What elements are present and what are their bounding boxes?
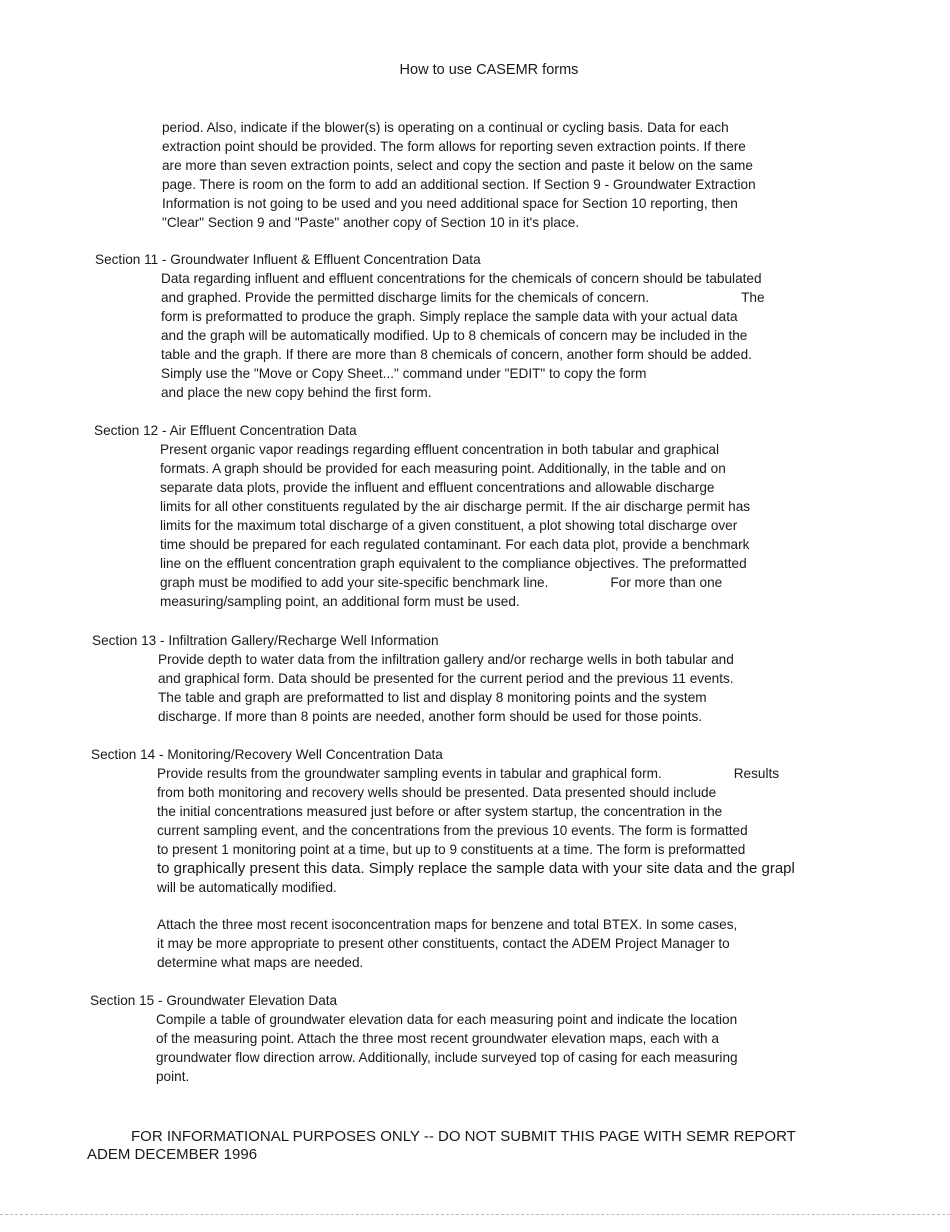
text-line: Data regarding influent and effluent concentrations for the chemicals of concern should be tabulated [161,271,762,286]
page-footer [87,1128,796,1164]
text-line: formats. A graph should be provided for each measuring point. Additionally, in the table and on [160,461,726,476]
text-line: point. [156,1069,190,1084]
text-line: measuring/sampling point, an additional form must be used. [160,594,520,609]
section-heading: Section 15 - Groundwater Elevation Data [90,993,338,1008]
section-heading: Section 13 - Infiltration Gallery/Recharge Well Information [92,633,439,648]
text-line: separate data plots, provide the influent and effluent concentrations and allowable discharge [160,480,715,495]
text-fragment: and graphed. Provide the permitted discharge limits for the chemicals of concern. [161,290,650,305]
text-line: to present 1 monitoring point at a time, but up to 9 constituents at a time. The form is preformatted [157,842,746,857]
text-line: extraction point should be provided. The form allows for reporting seven extraction points. If there [162,139,746,154]
section-14 [91,745,821,972]
text-line: Present organic vapor readings regarding effluent concentration in both tabular and graphical [160,442,719,457]
text-line: will be automatically modified. [157,880,337,895]
text-line [160,573,824,592]
text-line: time should be prepared for each regulated contaminant. For each data plot, provide a benchmark [160,537,750,552]
text-line: limits for the maximum total discharge of a given constituent, a plot showing total discharge over [160,518,738,533]
text-line: table and the graph. If there are more than 8 chemicals of concern, another form should be added. [161,347,752,362]
footer-notice: FOR INFORMATIONAL PURPOSES ONLY -- DO NOT SUBMIT THIS PAGE WITH SEMR REPORT [131,1128,796,1145]
text-line: form is preformatted to produce the graph. Simply replace the sample data with your actual data [161,309,738,324]
text-line: discharge. If more than 8 points are needed, another form should be used for those points. [158,709,703,724]
text-fragment: graph must be modified to add your site-specific benchmark line. [160,575,549,590]
text-line: are more than seven extraction points, select and copy the section and paste it below on the same [162,158,753,173]
section-13 [92,631,822,726]
text-line: determine what maps are needed. [157,955,364,970]
section-body [160,440,824,611]
text-line: Compile a table of groundwater elevation data for each measuring point and indicate the location [156,1012,738,1027]
text-line: limits for all other constituents regulated by the air discharge permit. If the air discharge permit has [160,499,751,514]
text-line: groundwater flow direction arrow. Additionally, include surveyed top of casing for each measuring [156,1050,738,1065]
text-fragment: For more than one [610,575,723,590]
section-heading: Section 14 - Monitoring/Recovery Well Concentration Data [91,747,443,762]
text-line: and the graph will be automatically modified. Up to 8 chemicals of concern may be included in the [161,328,748,343]
text-fragment: Provide results from the groundwater sampling events in tabular and graphical form. [157,766,662,781]
section-paragraph [157,915,821,972]
text-line [161,288,825,307]
section-12 [94,421,824,611]
section-body [157,764,821,972]
text-line: page. There is room on the form to add an additional section. If Section 9 - Groundwater Extraction [162,177,756,192]
text-line: and graphical form. Data should be presented for the current period and the previous 11 events. [158,671,734,686]
text-line: current sampling event, and the concentrations from the previous 10 events. The form is formatted [157,823,748,838]
text-line: Attach the three most recent isoconcentration maps for benzene and total BTEX. In some cases, [157,917,738,932]
section-body [156,1010,820,1086]
intro-paragraph [162,118,812,232]
text-line: from both monitoring and recovery wells should be presented. Data presented should include [157,785,717,800]
text-fragment: Results [733,766,780,781]
text-line: "Clear" Section 9 and "Paste" another copy of Section 10 in it's place. [162,215,580,230]
text-line: and place the new copy behind the first form. [161,385,432,400]
section-heading: Section 12 - Air Effluent Concentration Data [94,423,357,438]
text-line: to graphically present this data. Simply replace the sample data with your site data and the grapl [157,860,795,877]
section-heading: Section 11 - Groundwater Influent & Effluent Concentration Data [95,252,481,267]
text-line: line on the effluent concentration graph equivalent to the compliance objectives. The preformatted [160,556,747,571]
text-line: period. Also, indicate if the blower(s) is operating on a continual or cycling basis. Data for each [162,120,729,135]
text-line: it may be more appropriate to present other constituents, contact the ADEM Project Manager to [157,936,730,951]
section-body [161,269,825,402]
section-body [158,650,822,726]
text-line: Simply use the "Move or Copy Sheet..." command under "EDIT" to copy the form [161,366,647,381]
text-line: Provide depth to water data from the infiltration gallery and/or recharge wells in both tabular and [158,652,734,667]
section-11 [95,250,825,402]
text-line [157,764,821,783]
footer-date: ADEM DECEMBER 1996 [87,1146,258,1163]
text-line: of the measuring point. Attach the three most recent groundwater elevation maps, each with a [156,1031,719,1046]
text-line: the initial concentrations measured just before or after system startup, the concentration in the [157,804,723,819]
section-15 [90,991,820,1086]
text-fragment: The [741,290,765,305]
text-line: Information is not going to be used and you need additional space for Section 10 reporting, then [162,196,738,211]
text-line: The table and graph are preformatted to list and display 8 monitoring points and the system [158,690,707,705]
page-title: How to use CASEMR forms [399,62,579,78]
scan-edge-divider [0,1214,950,1215]
